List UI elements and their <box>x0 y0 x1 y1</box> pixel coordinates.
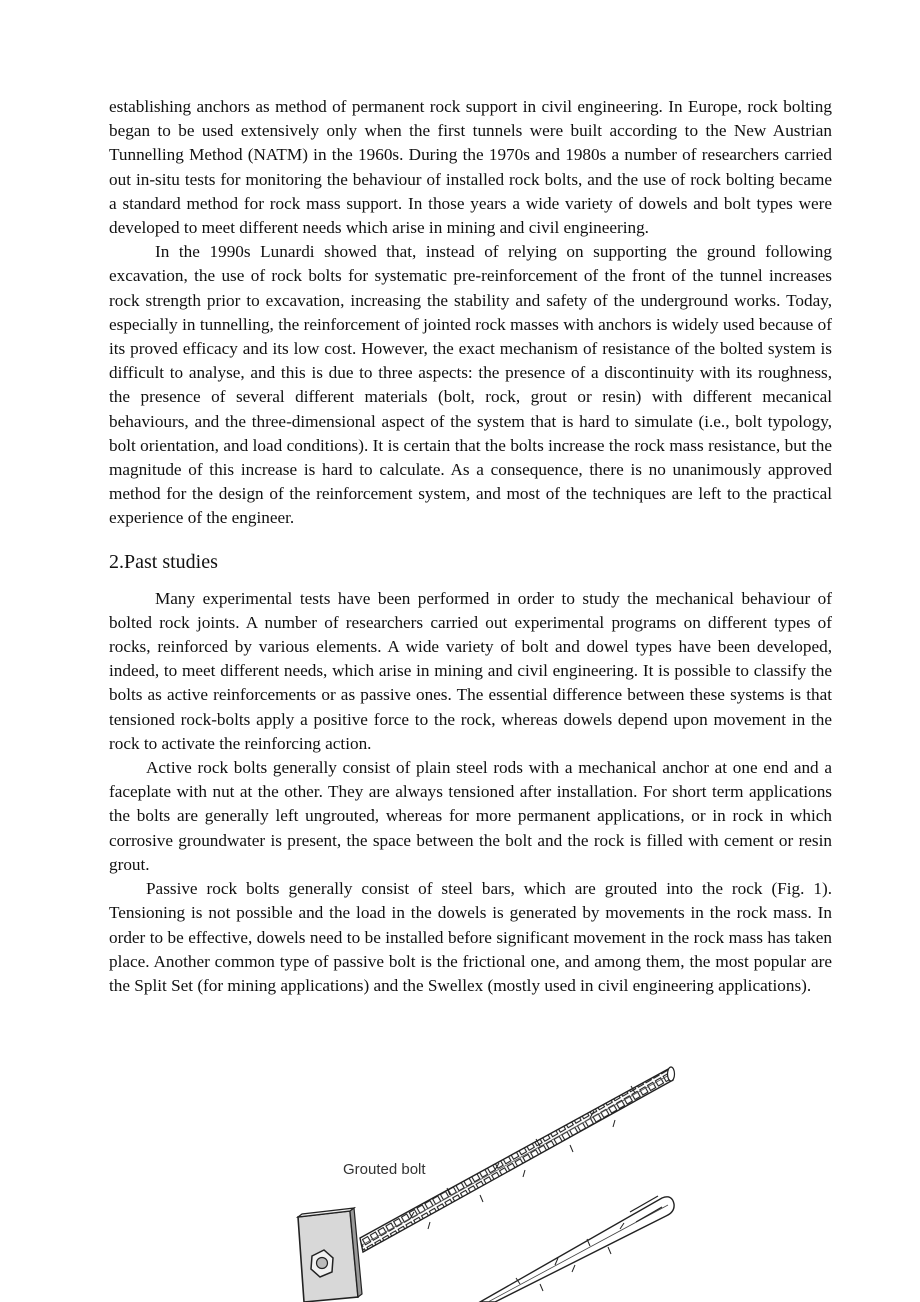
grouted-bolt-drawing <box>298 1067 675 1302</box>
frictional-bolt-drawing <box>480 1196 674 1302</box>
paragraph-section-2: Active rock bolts generally consist of plain steel rods with a mechanical anchor at one end and a faceplate with nut at the other. They are always tensioned after installation. For short term applications the bolts are generally left ungrouted, whereas for more permanent applications, or in rock in which corrosive groundwater is present, the space between the bolt and the rock is filled with cement or resin grout. <box>109 758 832 874</box>
figure-label: Grouted bolt <box>343 1161 426 1178</box>
section-heading: 2.Past studies <box>109 550 218 573</box>
rock-bolt-figure <box>290 1062 680 1302</box>
page-body <box>109 95 832 998</box>
paragraph-intro-1: establishing anchors as method of permanent rock support in civil engineering. In Europe, rock bolting began to be used extensively only when the first tunnels were built according to the New Austrian Tunnelling Method (NATM) in the 1960s. During the 1970s and 1980s a number of researchers carried out in-situ tests for monitoring the behaviour of installed rock bolts, and the use of rock bolting became a standard method for rock mass support. In those years a wide variety of dowels and bolt types were developed to meet different needs which arise in mining and civil engineering. <box>109 97 832 238</box>
paragraph-section-1: Many experimental tests have been performed in order to study the mechanical behaviour of bolted rock joints. A number of researchers carried out experimental programs on different types of rocks, reinforced by various elements. A wide variety of bolt and dowel types have been developed, indeed, to meet different needs, which arise in mining and civil engineering. It is possible to classify the bolts as active reinforcements or as passive ones. The essential difference between these systems is that tensioned rock-bolts apply a positive force to the rock, whereas dowels depend upon movement in the rock to activate the reinforcing action. <box>109 588 832 753</box>
paragraph-section-3: Passive rock bolts generally consist of steel bars, which are grouted into the rock (Fig. 1). Tensioning is not possible and the load in the dowels is generated by movements in the rock mass. In order to be effective, dowels need to be installed before significant movement in the rock mass has taken place. Another common type of passive bolt is the frictional one, and among them, the most popular are the Split Set (for mining applications) and the Swellex (mostly used in civil engineering applications). <box>109 879 832 995</box>
paragraph-intro-2: In the 1990s Lunardi showed that, instead of relying on supporting the ground following excavation, the use of rock bolts for systematic pre-reinforcement of the front of the tunnel increases rock strength prior to excavation, increasing the stability and safety of the underground works. Today, especially in tunnelling, the reinforcement of jointed rock masses with anchors is widely used because of its proved efficacy and its low cost. However, the exact mechanism of resistance of the bolted system is difficult to analyse, and this is due to three aspects: the presence of a discontinuity with its roughness, the presence of several different materials (bolt, rock, grout or resin) with different mecanical behaviours, and the three-dimensional aspect of the system that is hard to simulate (i.e., bolt typology, bolt orientation, and load conditions). It is certain that the bolts increase the rock mass resistance, but the magnitude of this increase is hard to calculate. As a consequence, there is no unanimously approved method for the design of the reinforcement system, and most of the techniques are left to the practical experience of the engineer. <box>109 242 832 528</box>
